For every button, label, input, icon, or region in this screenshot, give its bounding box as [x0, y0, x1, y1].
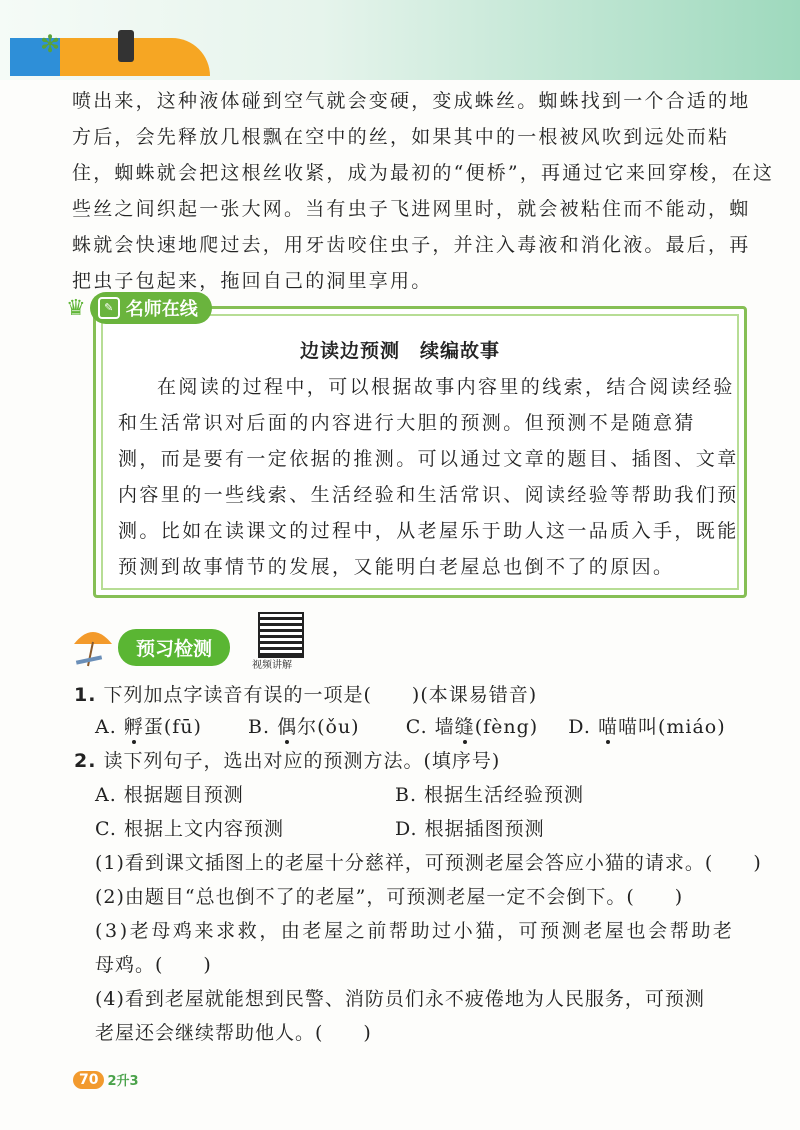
method-d: D. 根据插图预测 — [395, 818, 545, 840]
book-icon: ✎ — [98, 297, 120, 319]
page-footer — [73, 1070, 139, 1089]
brand-label: 2升3 — [107, 1074, 139, 1089]
question-2-item[interactable]: (4)看到老屋就能想到民警、消防员们永不疲倦地为人民服务，可预测 — [95, 988, 705, 1010]
tip-header — [66, 292, 212, 324]
question-number: 2. — [74, 750, 97, 772]
question-2-item[interactable]: (2)由题目“总也倒不了的老屋”，可预测老屋一定不会倒下。( ) — [95, 886, 684, 908]
option-a[interactable]: A. 孵蛋(fū) — [95, 716, 202, 738]
question-2-item-cont[interactable]: 母鸡。( ) — [95, 954, 212, 976]
tip-line: 测，而是要有一定依据的推测。可以通过文章的题目、插图、文章 — [118, 448, 739, 470]
exercise-header — [70, 624, 230, 670]
question-text: 读下列句子，选出对应的预测方法。(填序号) — [103, 750, 501, 772]
crown-icon: ♛ — [66, 295, 86, 321]
qr-code[interactable] — [258, 612, 304, 658]
tip-line: 预测到故事情节的发展，又能明白老屋总也倒不了的原因。 — [118, 556, 675, 578]
story-line: 把虫子包起来，拖回自己的洞里享用。 — [72, 270, 433, 292]
tip-line: 测。比如在读课文的过程中，从老屋乐于助人这一品质入手，既能 — [118, 520, 739, 542]
tip-label-badge — [90, 292, 212, 324]
story-line: 些丝之间织起一张大网。当有虫子飞进网里时，就会被粘住而不能动，蜘 — [72, 198, 751, 220]
story-line: 蛛就会快速地爬过去，用牙齿咬住虫子，并注入毒液和消化液。最后，再 — [72, 234, 751, 256]
suitcase-icon — [118, 30, 134, 62]
page-number: 70 — [73, 1071, 104, 1089]
option-c[interactable]: C. 墙缝(fèng) — [405, 716, 539, 738]
question-number: 1. — [74, 684, 97, 706]
qr-label: 视频讲解 — [252, 660, 292, 671]
question-2 — [74, 746, 500, 773]
beach-umbrella-icon — [70, 624, 116, 670]
tip-title: 边读边预测 续编故事 — [299, 340, 500, 362]
question-text: 下列加点字读音有误的一项是( )(本课易错音) — [103, 684, 538, 706]
option-d[interactable]: D. 喵喵叫(miáo) — [568, 716, 726, 738]
question-2-item-cont[interactable]: 老屋还会继续帮助他人。( ) — [95, 1022, 372, 1044]
tip-line: 内容里的一些线索、生活经验和生活常识、阅读经验等帮助我们预 — [118, 484, 739, 506]
question-1 — [74, 680, 537, 707]
tip-label: 名师在线 — [125, 299, 198, 320]
method-b: B. 根据生活经验预测 — [395, 784, 585, 806]
story-line: 住，蜘蛛就会把这根丝收紧，成为最初的“便桥”，再通过它来回穿梭，在这 — [72, 162, 775, 184]
grass-icon: ✻ — [40, 30, 61, 58]
exercise-label: 预习检测 — [118, 629, 230, 666]
question-2-item[interactable]: (1)看到课文插图上的老屋十分慈祥，可预测老屋会答应小猫的请求。( ) — [95, 852, 762, 874]
tip-line: 在阅读的过程中，可以根据故事内容里的线索，结合阅读经验 — [157, 376, 735, 398]
question-1-options — [95, 712, 726, 739]
method-c: C. 根据上文内容预测 — [95, 818, 284, 840]
header-banner — [0, 0, 800, 80]
question-2-item[interactable]: (3)老母鸡来求救，由老屋之前帮助过小猫，可预测老屋也会帮助老 — [95, 920, 735, 942]
tip-line: 和生活常识对后面的内容进行大胆的预测。但预测不是随意猜 — [118, 412, 696, 434]
option-b[interactable]: B. 偶尔(ǒu) — [248, 716, 360, 738]
story-line: 喷出来，这种液体碰到空气就会变硬，变成蛛丝。蜘蛛找到一个合适的地 — [72, 90, 751, 112]
method-a: A. 根据题目预测 — [95, 784, 244, 806]
story-line: 方后，会先释放几根飘在空中的丝，如果其中的一根被风吹到远处而粘 — [72, 126, 730, 148]
